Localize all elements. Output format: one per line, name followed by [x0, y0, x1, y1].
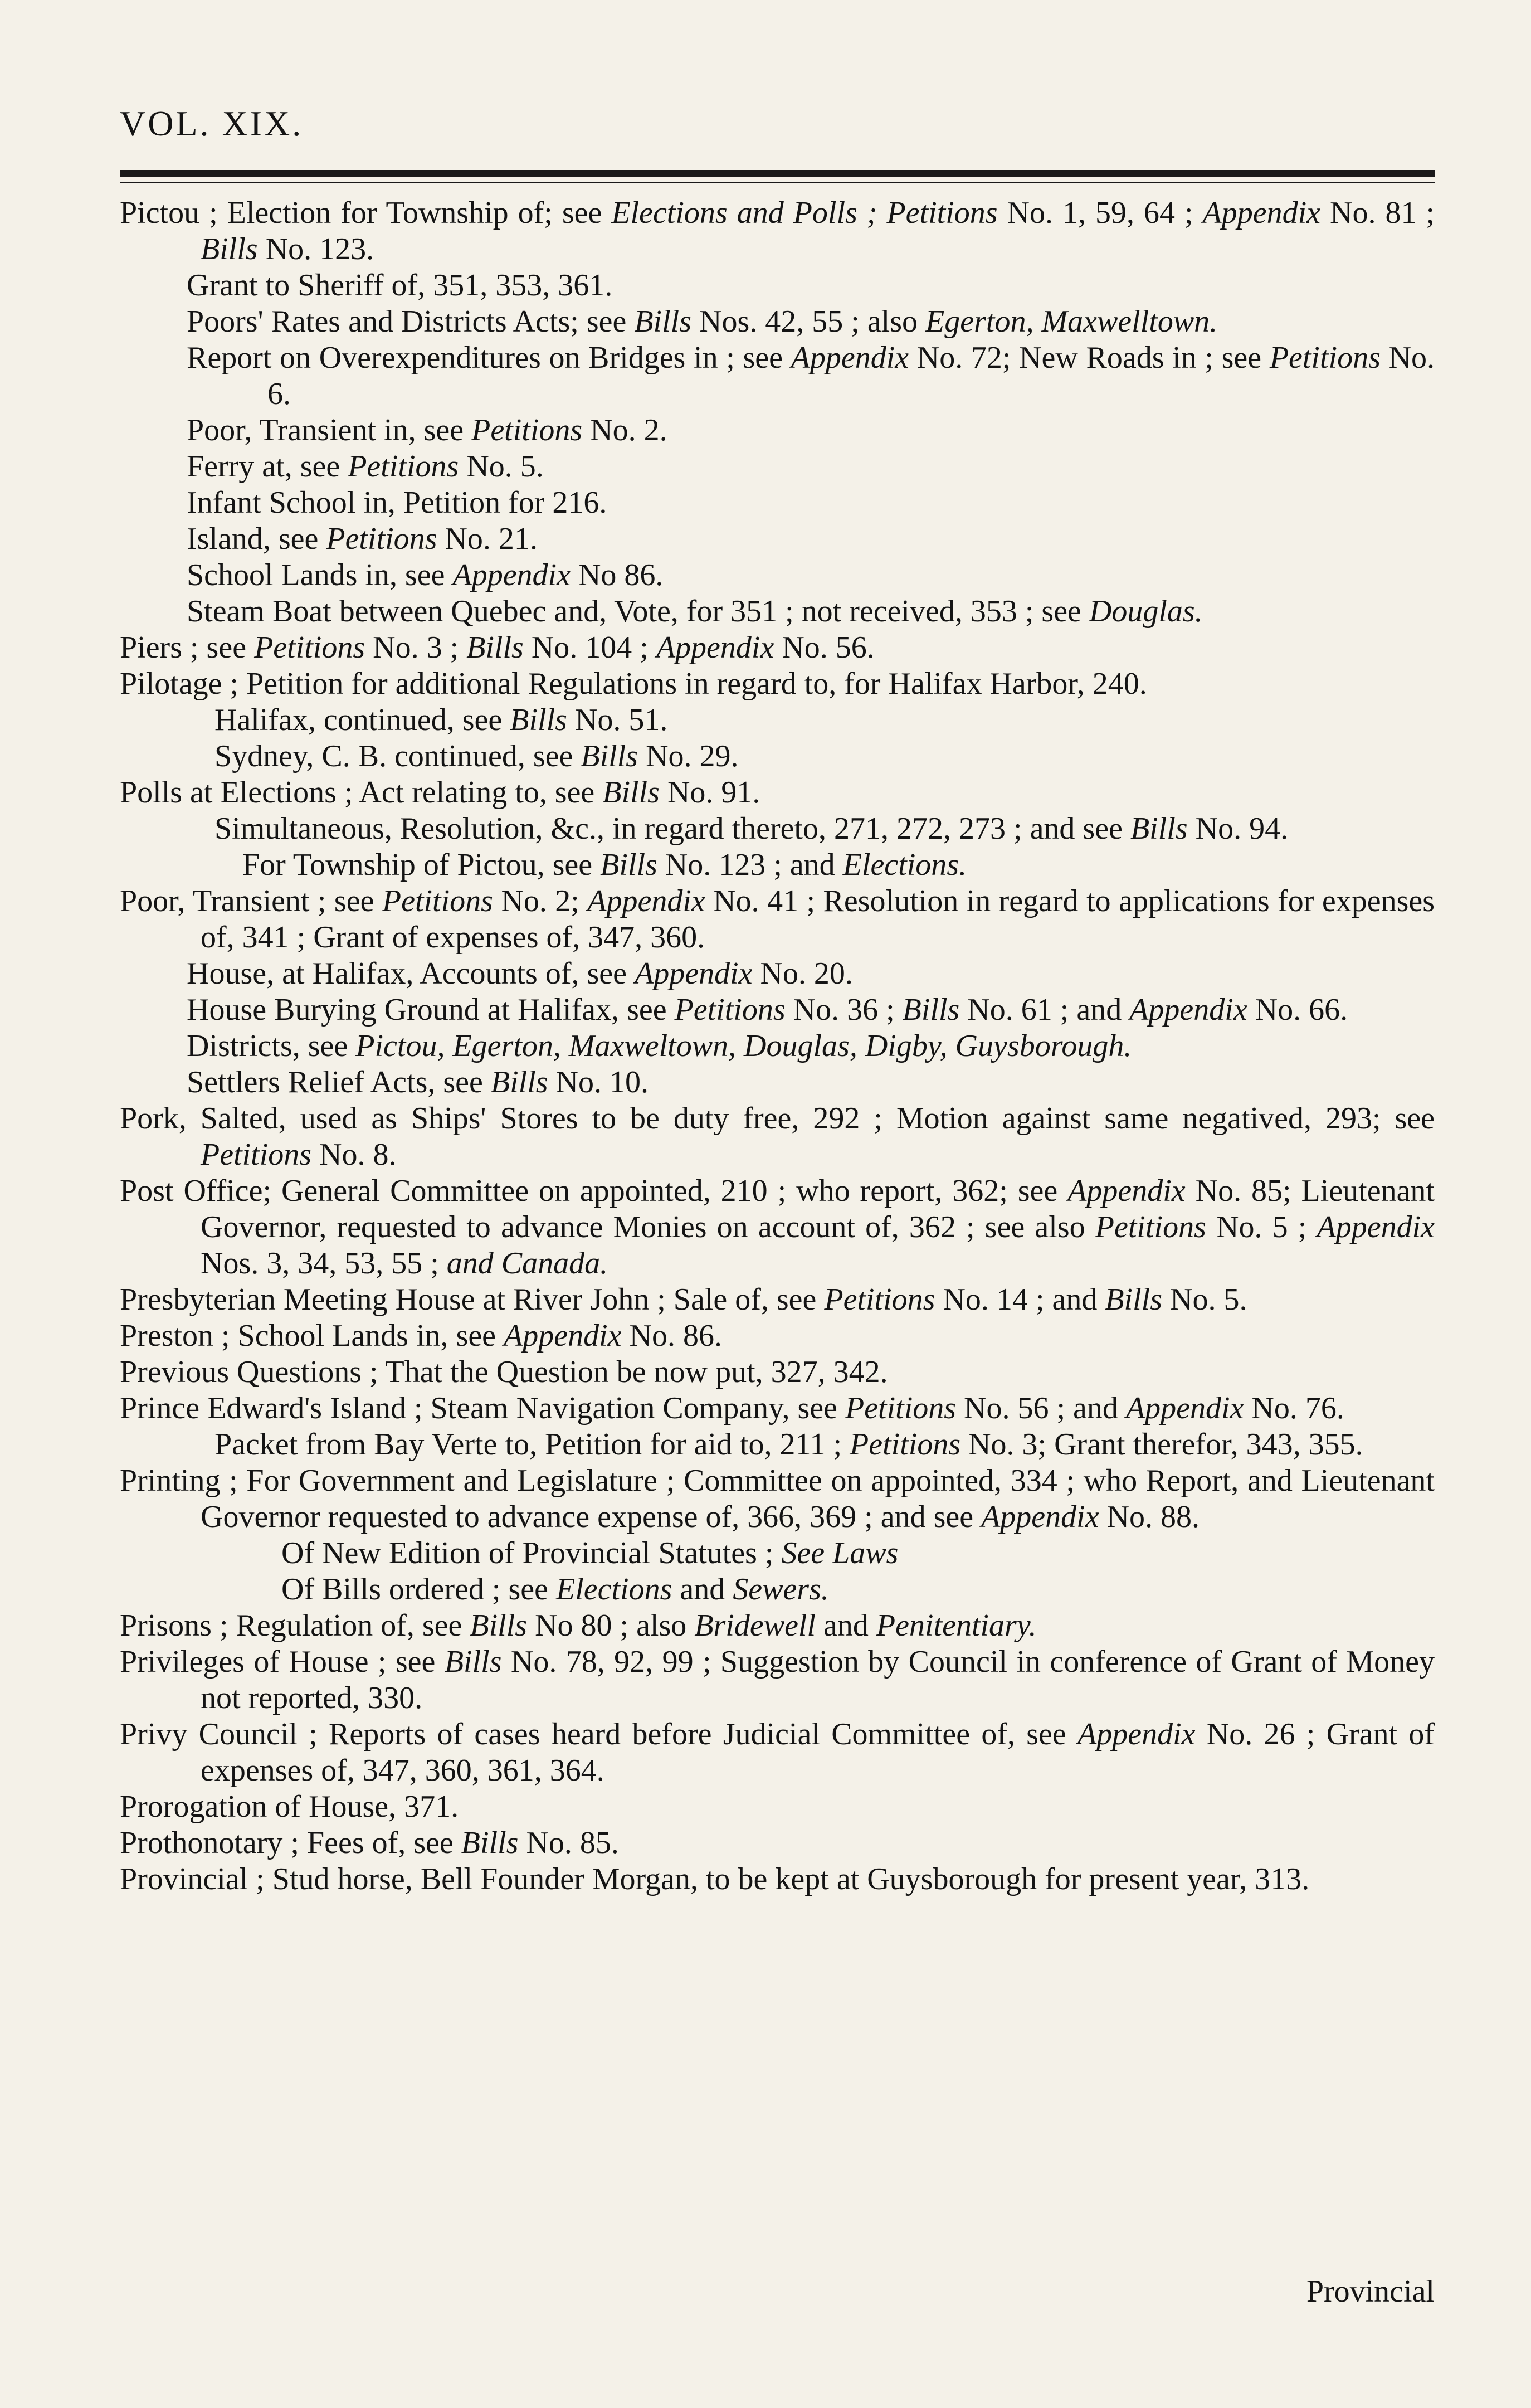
index-entry — [120, 1861, 1435, 1898]
entry-text-run: Sydney, C. B. continued, see — [214, 739, 581, 774]
entry-text-run: No. 14 ; and — [935, 1282, 1105, 1317]
entry-text-run: Island, see — [187, 522, 326, 556]
reference-italic: Appendix — [1317, 1210, 1435, 1244]
entry-text-run: No. 56 ; and — [956, 1391, 1126, 1426]
reference-italic: and Canada. — [446, 1246, 608, 1281]
volume-header: VOL. XIX. — [120, 104, 304, 143]
entry-text-run: Infant School in, Petition for 216. — [187, 485, 607, 520]
entry-text-run: No. 51. — [567, 703, 668, 737]
index-entry — [120, 1644, 1435, 1716]
reference-italic: Elections and Polls ; Petitions — [611, 196, 998, 230]
index-entry-text — [187, 267, 1435, 304]
entry-text-run: Pork, Salted, used as Ships' Stores to be duty free, 292 ; Motion against same negatived, 293; see — [120, 1101, 1435, 1136]
index-entry — [187, 340, 1435, 412]
reference-italic: Petitions — [1269, 340, 1381, 375]
index-entry — [120, 1716, 1435, 1789]
entry-text-run: No. 29. — [638, 739, 739, 774]
entry-text-run: Ferry at, see — [187, 449, 348, 484]
index-entries — [120, 195, 1435, 1898]
reference-italic: Appendix — [656, 630, 774, 665]
reference-italic: Appendix — [791, 340, 909, 375]
reference-italic: Bills — [470, 1608, 528, 1643]
entry-text-run: Prisons ; Regulation of, see — [120, 1608, 470, 1643]
index-entry — [187, 304, 1435, 340]
reference-italic: Bills — [1130, 811, 1188, 846]
entry-text-run: No. 56. — [774, 630, 875, 665]
entry-text-run: Of Bills ordered ; see — [281, 1572, 556, 1607]
entry-text-run: No. 2. — [582, 413, 667, 447]
entry-text-run: Pilotage ; Petition for additional Regulations in regard to, for Halifax Harbor, 240. — [120, 667, 1147, 701]
entry-text-run: No. 6. — [267, 340, 1435, 411]
entry-text-run: Piers ; see — [120, 630, 255, 665]
entry-text-run: No. 86. — [621, 1319, 722, 1353]
index-entry-text — [187, 412, 1435, 449]
entry-text-run: Pictou ; Election for Township of; see — [120, 196, 612, 230]
index-entry-text — [187, 557, 1435, 594]
entry-text-run: No. 85. — [518, 1826, 619, 1860]
entry-text-run: No. 41 ; Resolution in regard to applications for expenses of, 341 ; Grant of expenses of, 347, 360. — [201, 884, 1435, 955]
reference-italic: Sewers. — [733, 1572, 829, 1607]
entry-text-run: No. 123. — [257, 232, 374, 266]
index-entry-text — [120, 1282, 1435, 1318]
entry-text-run: No. 104 ; — [523, 630, 656, 665]
reference-italic: Petitions — [850, 1427, 961, 1462]
index-entry-text — [120, 1173, 1435, 1282]
index-entry — [214, 811, 1435, 847]
header-rule-thick — [120, 170, 1435, 177]
entry-text-run: No. 94. — [1187, 811, 1289, 846]
reference-italic: Appendix — [1202, 196, 1321, 230]
index-entry — [120, 1354, 1435, 1390]
header-rule-thin — [120, 182, 1435, 183]
index-entry-text — [120, 775, 1435, 811]
index-entry — [187, 449, 1435, 485]
index-entry-text — [120, 1861, 1435, 1898]
index-entry — [120, 1463, 1435, 1535]
index-entry — [120, 1825, 1435, 1861]
reference-italic: Petitions — [674, 993, 786, 1027]
reference-italic: Bills — [1105, 1282, 1163, 1317]
reference-italic: Bills — [602, 775, 660, 810]
entry-text-run: and — [816, 1608, 876, 1643]
index-entry-text — [120, 1390, 1435, 1427]
entry-text-run: Packet from Bay Verte to, Petition for aid to, 211 ; — [214, 1427, 850, 1462]
reference-italic: Petitions — [201, 1137, 312, 1172]
entry-text-run: Provincial ; Stud horse, Bell Founder Morgan, to be kept at Guysborough for present year, 313. — [120, 1862, 1310, 1896]
entry-text-run: No. 66. — [1247, 993, 1348, 1027]
index-entry — [187, 521, 1435, 557]
reference-italic: Appendix — [1125, 1391, 1244, 1426]
reference-italic: Appendix — [635, 956, 753, 991]
entry-text-run: No. 91. — [659, 775, 760, 810]
reference-italic: Petitions — [824, 1282, 935, 1317]
entry-text-run: Settlers Relief Acts, see — [187, 1065, 491, 1100]
entry-text-run: No 80 ; also — [527, 1608, 695, 1643]
reference-italic: Bridewell — [694, 1608, 816, 1643]
reference-italic: Pictou, Egerton, Maxweltown, Douglas, Digby, Guysborough. — [355, 1029, 1132, 1063]
entry-text-run: No. 88. — [1099, 1500, 1200, 1534]
entry-text-run: No. 123 ; and — [657, 848, 843, 882]
index-entry — [187, 557, 1435, 594]
entry-text-run: Districts, see — [187, 1029, 356, 1063]
index-entry-text — [187, 340, 1435, 412]
index-entry — [187, 1028, 1435, 1064]
index-entry-text — [214, 702, 1435, 738]
index-entry-text — [242, 847, 1435, 883]
entry-text-run: Privileges of House ; see — [120, 1645, 445, 1679]
reference-italic: Bills — [902, 993, 960, 1027]
index-entry — [120, 195, 1435, 267]
index-entry-text — [187, 1064, 1435, 1101]
entry-text-run: Nos. 42, 55 ; also — [691, 304, 926, 339]
index-entry-text — [187, 594, 1435, 630]
entry-text-run: Previous Questions ; That the Question be now put, 327, 342. — [120, 1355, 888, 1389]
entry-text-run: No. 20. — [752, 956, 853, 991]
index-entry-text — [120, 1608, 1435, 1644]
reference-italic: Bills — [490, 1065, 548, 1100]
reference-italic: Douglas. — [1089, 594, 1203, 629]
entry-text-run: Halifax, continued, see — [214, 703, 510, 737]
reference-italic: Appendix — [587, 884, 705, 918]
entry-text-run: No. 85; Lieutenant Governor, requested to advance Monies on account of, 362 ; see also — [201, 1174, 1435, 1244]
reference-italic: Appendix — [504, 1319, 622, 1353]
index-entry — [120, 1282, 1435, 1318]
entry-text-run: Preston ; School Lands in, see — [120, 1319, 504, 1353]
index-entry-text — [120, 1825, 1435, 1861]
reference-italic: Penitentiary. — [876, 1608, 1037, 1643]
index-entry — [187, 1064, 1435, 1101]
index-entry-text — [187, 304, 1435, 340]
reference-italic: Egerton, Maxwelltown. — [925, 304, 1218, 339]
entry-text-run: Grant to Sheriff of, 351, 353, 361. — [187, 268, 613, 303]
index-entry-text — [120, 195, 1435, 267]
reference-italic: Bills — [201, 232, 258, 266]
reference-italic: Petitions — [845, 1391, 957, 1426]
index-entry-text — [120, 1318, 1435, 1354]
index-entry-text — [281, 1535, 1435, 1572]
entry-text-run: and — [672, 1572, 733, 1607]
entry-text-run: Report on Overexpenditures on Bridges in ; see — [187, 340, 791, 375]
entry-text-run: Poor, Transient in, see — [187, 413, 472, 447]
entry-text-run: No. 72; New Roads in ; see — [909, 340, 1270, 375]
entry-text-run: No. 3; Grant therefor, 343, 355. — [960, 1427, 1363, 1462]
reference-italic: Bills — [466, 630, 524, 665]
entry-text-run: Prorogation of House, 371. — [120, 1789, 459, 1824]
entry-text-run: No. 21. — [437, 522, 538, 556]
index-entry-text — [187, 1028, 1435, 1064]
reference-italic: Bills — [634, 304, 692, 339]
reference-italic: Appendix — [1077, 1717, 1196, 1752]
index-entry-text — [187, 992, 1435, 1028]
index-entry-text — [120, 1644, 1435, 1716]
index-entry — [281, 1572, 1435, 1608]
entry-text-run: House Burying Ground at Halifax, see — [187, 993, 675, 1027]
reference-italic: Bills — [461, 1826, 519, 1860]
index-entry-text — [120, 1354, 1435, 1390]
entry-text-run: No. 76. — [1244, 1391, 1344, 1426]
index-entry-text — [187, 956, 1435, 992]
index-entry-text — [187, 521, 1435, 557]
index-entry — [120, 1789, 1435, 1825]
entry-text-run: Printing ; For Government and Legislature ; Committee on appointed, 334 ; who Report, and Lieutenant Governor requested to advance expense of, 366, 369 ; and see — [120, 1463, 1435, 1534]
reference-italic: Bills — [581, 739, 638, 774]
index-entry — [214, 738, 1435, 775]
index-entry — [281, 1535, 1435, 1572]
reference-italic: Bills — [510, 703, 567, 737]
entry-text-run: No. 26 ; Grant of expenses of, 347, 360, 361, 364. — [201, 1717, 1435, 1788]
index-entry — [120, 883, 1435, 956]
entry-text-run: No. 1, 59, 64 ; — [997, 196, 1203, 230]
index-entry — [214, 1427, 1435, 1463]
reference-italic: Petitions — [348, 449, 459, 484]
reference-italic: Appendix — [981, 1500, 1099, 1534]
entry-text-run: House, at Halifax, Accounts of, see — [187, 956, 635, 991]
entry-text-run: No. 3 ; — [365, 630, 467, 665]
index-entry — [242, 847, 1435, 883]
reference-italic: Bills — [600, 848, 657, 882]
entry-text-run: No. 8. — [311, 1137, 397, 1172]
entry-text-run: School Lands in, see — [187, 558, 453, 592]
index-entry — [187, 594, 1435, 630]
entry-text-run: Of New Edition of Provincial Statutes ; — [281, 1536, 782, 1570]
entry-text-run: No. 2; — [493, 884, 588, 918]
entry-text-run: No. 81 ; — [1320, 196, 1435, 230]
reference-italic: Petitions — [471, 413, 583, 447]
index-entry-text — [187, 485, 1435, 521]
reference-italic: Elections — [555, 1572, 672, 1607]
entry-text-run: Prothonotary ; Fees of, see — [120, 1826, 461, 1860]
index-entry — [120, 1608, 1435, 1644]
catchword: Provincial — [1306, 2274, 1435, 2309]
index-entry — [214, 702, 1435, 738]
entry-text-run: No. 5. — [1162, 1282, 1247, 1317]
entry-text-run: Poor, Transient ; see — [120, 884, 382, 918]
index-entry — [120, 666, 1435, 702]
entry-text-run: Polls at Elections ; Act relating to, see — [120, 775, 603, 810]
entry-text-run: No. 10. — [548, 1065, 649, 1100]
index-entry-text — [120, 666, 1435, 702]
index-entry — [187, 412, 1435, 449]
index-entry-text — [214, 811, 1435, 847]
reference-italic: Petitions — [254, 630, 365, 665]
entry-text-run: No. 5 ; — [1206, 1210, 1317, 1244]
index-entry — [187, 267, 1435, 304]
reference-italic: Appendix — [452, 558, 571, 592]
entry-text-run: Steam Boat between Quebec and, Vote, for 351 ; not received, 353 ; see — [187, 594, 1089, 629]
index-entry — [120, 1173, 1435, 1282]
index-entry — [120, 1101, 1435, 1173]
entry-text-run: Poors' Rates and Districts Acts; see — [187, 304, 635, 339]
index-entry-text — [214, 1427, 1435, 1463]
reference-italic: Bills — [444, 1645, 502, 1679]
entry-text-run: No 86. — [570, 558, 664, 592]
index-entry — [187, 956, 1435, 992]
index-entry-text — [120, 630, 1435, 666]
entry-text-run: Post Office; General Committee on appointed, 210 ; who report, 362; see — [120, 1174, 1068, 1208]
reference-italic: See Laws — [781, 1536, 899, 1570]
reference-italic: Petitions — [382, 884, 493, 918]
reference-italic: Appendix — [1129, 993, 1247, 1027]
index-entry — [120, 775, 1435, 811]
entry-text-run: Prince Edward's Island ; Steam Navigation Company, see — [120, 1391, 845, 1426]
index-entry-text — [120, 1789, 1435, 1825]
index-entry-text — [281, 1572, 1435, 1608]
index-entry-text — [214, 738, 1435, 775]
entry-text-run: No. 5. — [459, 449, 544, 484]
reference-italic: Appendix — [1067, 1174, 1186, 1208]
entry-text-run: Presbyterian Meeting House at River John ; Sale of, see — [120, 1282, 825, 1317]
entry-text-run: No. 36 ; — [785, 993, 903, 1027]
index-entry — [120, 1318, 1435, 1354]
entry-text-run: No. 61 ; and — [959, 993, 1130, 1027]
reference-italic: Petitions — [1095, 1210, 1206, 1244]
entry-text-run: Nos. 3, 34, 53, 55 ; — [201, 1246, 447, 1281]
reference-italic: Petitions — [326, 522, 437, 556]
index-entry-text — [120, 1716, 1435, 1789]
index-entry-text — [120, 883, 1435, 956]
index-entry — [120, 630, 1435, 666]
index-entry — [187, 992, 1435, 1028]
entry-text-run: Simultaneous, Resolution, &c., in regard thereto, 271, 272, 273 ; and see — [214, 811, 1130, 846]
entry-text-run: For Township of Pictou, see — [242, 848, 601, 882]
index-entry-text — [187, 449, 1435, 485]
reference-italic: Elections. — [842, 848, 967, 882]
index-entry-text — [120, 1101, 1435, 1173]
entry-text-run: No. 78, 92, 99 ; Suggestion by Council in conference of Grant of Money not reported, 330. — [201, 1645, 1435, 1715]
index-entry — [187, 485, 1435, 521]
entry-text-run: Privy Council ; Reports of cases heard before Judicial Committee of, see — [120, 1717, 1078, 1752]
index-entry-text — [120, 1463, 1435, 1535]
index-entry — [120, 1390, 1435, 1427]
